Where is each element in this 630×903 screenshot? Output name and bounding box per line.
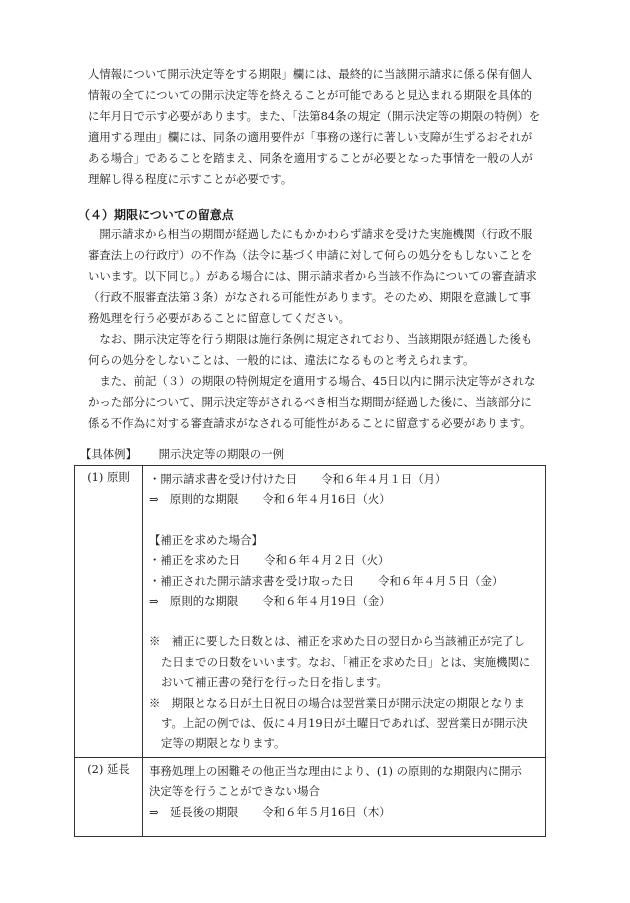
text-line: また、前記（３）の期限の特例規定を適用する場合、45日以内に開示決定等がされな: [88, 374, 536, 388]
text-line: かった部分について、開示決定等がされるべき相当な期間が経過した後に、当該部分に: [88, 395, 532, 409]
text-line: ⇒ 原則的な期限 令和６年４月19日（金）: [149, 594, 391, 609]
text-line: いいます。以下同じ。）がある場合には、開示請求者から当該不作為についての審査請求: [88, 269, 537, 283]
text-line: 決定等を行うことができない場合: [149, 784, 320, 799]
example-title: [80, 446, 284, 462]
row-label: (2) 延長: [75, 757, 143, 836]
text-line: 審査法上の行政庁）の不作為（法令に基づく申請に対して何らの処分をもしないことを: [88, 248, 533, 262]
text-line: 開示請求から相当の期間が経過したにもかかわらず請求を受けた実施機関（行政不服: [88, 227, 533, 241]
note-line: ※ 期限となる日が土日祝日の場合は翌営業日が開示決定の期限となりま: [149, 695, 525, 710]
row-body: [143, 466, 546, 758]
table-row-extension: [75, 757, 546, 836]
example-caption: 開示決定等の期限の一例: [158, 447, 284, 461]
text-line: 務処理を行う必要があることに留意してください。: [88, 311, 350, 325]
text-line: 係る不作為に対する審査請求がなされる可能性があることに留意する必要があります。: [88, 416, 532, 430]
text-line: ある場合」であることを踏まえ、同条を適用することが必要となった事情を一般の人が: [88, 151, 533, 165]
correction-heading: 【補正を求めた場合】: [149, 532, 263, 547]
text-line: 情報の全てについての開示決定等を終えることが可能であると見込まれる期限を具体的: [88, 88, 533, 102]
text-line: 理解し得る程度に示すことが必要です。: [88, 172, 293, 186]
text-line: ・開示請求書を受け付けた日 令和６年４月１日（月）: [149, 472, 447, 486]
text-line: 何らの処分をしないことは、一般的には、違法になるものと考えられます。: [88, 353, 475, 367]
text-line: 事務処理上の困難その他正当な理由により、(1) の原則的な期限内に開示: [149, 763, 522, 778]
example-tag: 【具体例】: [80, 447, 137, 461]
text-line: に年月日で示す必要があります。また、「法第84条の規定（開示決定等の期限の特例）を: [88, 109, 541, 123]
note-line: ※ 補正に要した日数とは、補正を求めた日の翌日から当該補正が完了し: [149, 634, 525, 649]
text-line: ・補正された開示請求書を受け取った日 令和６年４月５日（金）: [149, 573, 504, 588]
text-line: ・補正を求めた日 令和６年４月２日（火）: [149, 553, 390, 568]
text-line: （行政不服審査法第３条）がなされる可能性があります。そのため、期限を意識して事: [88, 290, 531, 304]
intro-paragraph: [88, 64, 558, 190]
text-line: ⇒ 原則的な期限 令和６年４月16日（火）: [149, 492, 391, 507]
note-line: た日までの日数をいいます。なお、「補正を求めた日」とは、実施機関に: [161, 654, 531, 669]
text-line: 適用する理由」欄には、同条の適用要件が「事務の遂行に著しい支障が生ずるおそれが: [88, 130, 533, 144]
text-line: 人情報について開示決定等をする期限」欄には、最終的に当該開示請求に係る保有個人: [88, 67, 533, 81]
row-label: (1) 原則: [75, 466, 143, 758]
note-line: 定等の期限となります。: [161, 736, 286, 751]
note-line: おいて補正書の発行を行った日を指します。: [161, 675, 388, 690]
section-heading: （４）期限についての留意点: [78, 208, 234, 222]
section-body: [88, 224, 558, 434]
text-line: ⇒ 延長後の期限 令和６年５月16日（木）: [149, 804, 391, 819]
table-row-principle: [75, 466, 546, 758]
example-table: [74, 465, 546, 837]
row-body: [143, 757, 546, 836]
note-line: す。上記の例では、仮に４月19日が土曜日であれば、翌営業日が開示決: [161, 716, 528, 731]
text-line: なお、開示決定等を行う期限は施行条例に規定されており、当該期限が経過した後も: [88, 332, 533, 346]
